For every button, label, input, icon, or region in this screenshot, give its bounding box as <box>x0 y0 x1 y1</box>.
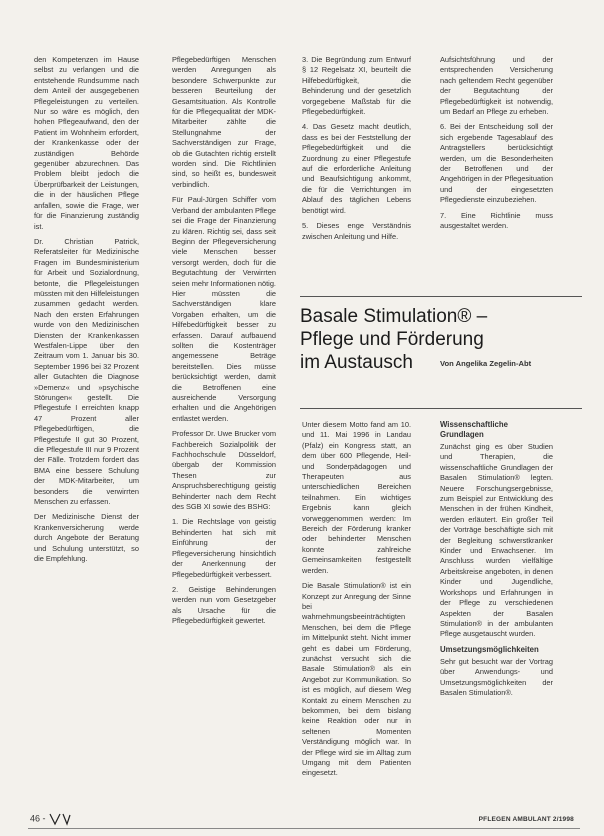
section-heading: Wissenschaftliche Grundlagen <box>440 420 508 439</box>
paragraph: Für Paul-Jürgen Schiffer vom Verband der ambulanten Pflege sei die Frage der Finanzierung zu klären. Richtig sei, dass seit Beginn der Pflegeversicherung viele Menschen besser versorgt werden, doch für die Begutachtung der Verwirrten seien mehr Informationen nötig. Hier müssten die Sachverständigen klare Vorgaben erhalten, um die Hilfebedürftigkeit besser zu erfassen. Darauf aufbauend sollten die Kostenträger angemessene Beträge bereitstellen. Dies müsse berücksichtigt werden, damit die Betroffenen eine ausreichende Versorgung erhalten und die Angehörigen entlastet werden. <box>172 195 276 423</box>
footer-rule <box>28 828 580 829</box>
article-column-1 <box>34 55 139 810</box>
article-column-2 <box>172 55 276 810</box>
paragraph: 7. Eine Richtlinie muss ausgestaltet werden. <box>440 210 553 231</box>
paragraph: Zunächst ging es über Studien und Therapien, die wissenschaftliche Grundlagen der Basalen Stimulation® legten. Neuere Forschungsergebnisse, zum Beispiel zur Entwicklung des Menschen in der frühen Kindheit, werden erläutert. Ein großer Teil der Vorträge beschäftigte sich mit der Begleitung schwerstkranker Kinder und Erwachsener. Im Anschluss wurden vielfältige Arbeitskreise angeboten, in denen Kinder und Jugendliche, Workshops und Erfahrungen in der Pflege zu verschiedenen Aspekten der Basalen Stimulation® in der ambulanten Pflege ausgetauscht wurden. <box>440 442 553 639</box>
handwritten-mark-icon <box>48 812 72 826</box>
paragraph: Pflegebedürftigen Menschen werden Anregungen als besondere Schwerpunkte zur besseren Beurteilung der Gesamtsituation. Als Kontrolle für die Pflegequalität der MDK-Mitarbeiter zählte die Stellungnahme der Sachverständigen zur Frage, ob die Gutachten richtig erstellt worden sind. Die Richtlinien sind, so heißt es, bundesweit verbindlich. <box>172 55 276 189</box>
paragraph: Dr. Christian Patrick, Referatsleiter für Medizinische Fragen im Bundesministerium für Arbeit und Sozialordnung, betonte, die Pflegeleistungen müssten mit den Hilfeleistungen zusammen gedacht werden. Nach den ersten Erfahrungen wurde von den Medizinischen Diensten der Krankenkassen Westfalen-Lippe über den Zeitraum vom 1. Januar bis 30. September 1996 bei 32 Prozent aller Gutachten die Diagnose »Demenz« und »psychische Störungen« gestellt. Die Pflegestufe I erreichten knapp 47 Prozent aller Pflegebedürftigen, die Pflegestufe II gut 30 Prozent, die Pflegestufe III nur 9 Prozent der Fälle. Trotzdem fordert das BMA eine bessere Schulung der MDK-Mitarbeiter, um besonders die verwirrten Menschen zu erfassen. <box>34 236 139 507</box>
article-column-5 <box>302 420 411 810</box>
paragraph: 1. Die Rechtslage von geistig Behinderten hat sich mit Einführung der Pflegeversicherung hinsichtlich der Anerkennung der Pflegebedürftigkeit verbessert. <box>172 517 276 579</box>
paragraph: 4. Das Gesetz macht deutlich, dass es bei der Feststellung der Pflegebedürftigkeit und die Zuordnung zu einer Pflegestufe auf die erforderliche Anleitung und Beaufsichtigung ankommt, die für die Verrichtungen im Ablauf des täglichen Lebens benötigt wird. <box>302 122 411 215</box>
journal-footer: PFLEGEN AMBULANT 2/1998 <box>478 816 574 823</box>
paragraph: Aufsichtsführung und der entsprechenden Versicherung nach geltendem Recht gegenüber der Begutachtung der Pflegebedürftigkeit ist notwendig, um Bedarf an Pflege zu erheben. <box>440 55 553 117</box>
headline-rule-bottom <box>300 408 582 409</box>
paragraph: Die Basale Stimulation® ist ein Konzept zur Anregung der Sinne bei wahrnehmungsbeeinträchtigten Menschen, bei dem die Pflege im Mittelpunkt steht. Nicht immer geht es dabei um Förderung, zunächst versucht sich die Basale Stimulation® als ein Angebot zur Kommunikation. So ist es möglich, auf diesem Weg Kontakt zu einem Menschen zu bekommen, bei dem bislang keine Reaktion oder nur in seltenen Momenten Verständigung möglich war. In der Pflege wird sie im Alltag zum Umgang mit dem Patienten eingesetzt. <box>302 581 411 778</box>
author-byline: Von Angelika Zegelin-Abt <box>440 359 532 368</box>
headline-line: Pflege und Förderung <box>300 329 484 350</box>
paragraph: 3. Die Begründung zum Entwurf § 12 Regelsatz XI, beurteilt die Hilfebedürftigkeit, die Behinderung und der gesetzlich vorgegebene Maßstab für die Pflegebedürftigkeit. <box>302 55 411 117</box>
headline-line: Basale Stimulation® – <box>300 306 488 327</box>
article-column-4 <box>440 55 553 255</box>
paragraph: den Kompetenzen im Hause selbst zu verlangen und die entstehende Rundsumme nach dem Anteil der ausgegebenen Pflegeleistungen zu verteilen. Nur so wäre es möglich, den hohen Pflegeaufwand, den der Patient im Wohnheim erfordert, der Krankenkasse oder der zuständigen Behörde gegenüber abzurechnen. Das Problem bleibt jedoch die Überprüfbarkeit der Leistungen, die in der häuslichen Pflege anfallen, sowie die Frage, wer für die Finanzierung zuständig ist. <box>34 55 139 231</box>
section-heading: Umsetzungsmöglichkeiten <box>440 644 539 654</box>
paragraph: 5. Dieses enge Verständnis zwischen Anleitung und Hilfe. <box>302 221 411 241</box>
headline-rule <box>300 296 582 297</box>
paragraph: Professor Dr. Uwe Brucker vom Fachbereich Sozialpolitik der Fachhochschule Düsseldorf, übergab der Kommission Thesen zur Anspruchsberechtigung geistig Behinderter nach dem Recht des SGB XI sowie des BSHG: <box>172 429 276 512</box>
headline-line: im Austausch <box>300 352 413 373</box>
article-column-3 <box>302 55 411 255</box>
paragraph: 6. Bei der Entscheidung soll der sich ergebende Tagesablauf des Antragstellers berücksichtigt werden, um die Besonderheiten der Betroffenen und der Angehörigen in der Pflegesituation und der eingesetzten Pflegedienste einzubeziehen. <box>440 122 553 205</box>
page-number <box>30 812 72 826</box>
paragraph: Sehr gut besucht war der Vortrag über Anwendungs- und Umsetzungsmöglichkeiten der Basalen Stimulation®. <box>440 656 553 697</box>
paragraph: Der Medizinische Dienst der Krankenversicherung werde durch Angebote der Beratung und Schulung unterstützt, so die Empfehlung. <box>34 512 139 564</box>
article-column-6 <box>440 420 553 810</box>
page-number-text: 46 - <box>30 813 49 824</box>
paragraph: 2. Geistige Behinderungen werden nun vom Gesetzgeber als Ursache für die Pflegebedürftigkeit gewertet. <box>172 584 276 626</box>
paragraph: Unter diesem Motto fand am 10. und 11. Mai 1996 in Landau (Pfalz) ein Kongress statt, an dem über 600 Pflegende, Heil- und Sonderpädagogen und Therapeuten aus unterschiedlichen Bereichen teilnahmen. Ein wichtiges Ergebnis kann gleich vorweggenommen werden: Im Bereich der Förderung kranker oder behinderter Menschen konnte zahlreiche Gemeinsamkeiten festgestellt werden. <box>302 420 411 575</box>
